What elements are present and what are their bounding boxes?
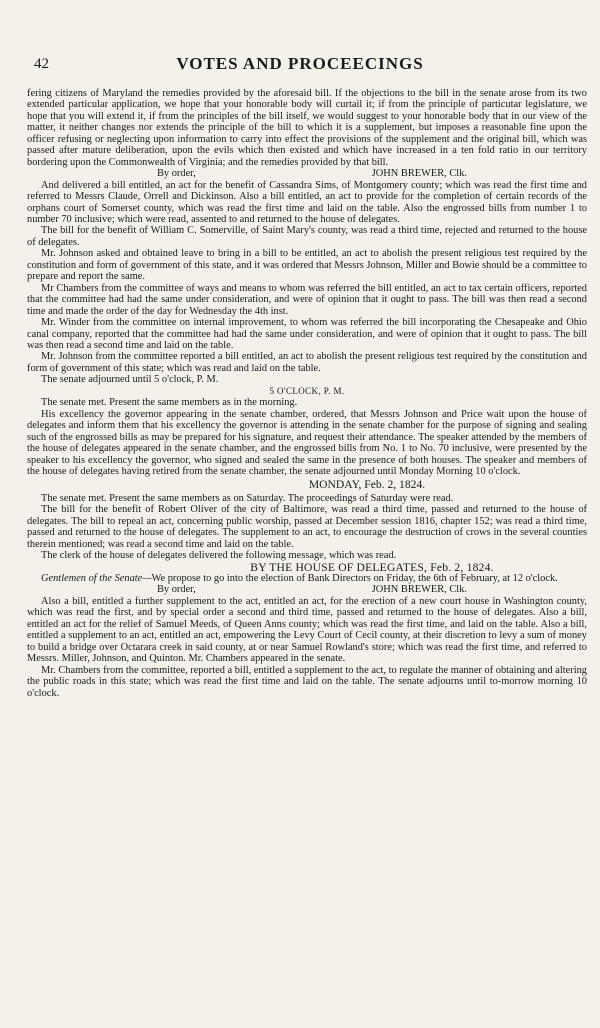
paragraph: Mr. Winder from the committee on internal improvement, to whom was referred the bill incorporating the Chesapeake and Ohio canal company, reported that the committee had had the same under consideration, and were of opinion that it ought to pass. The bill was then read a second time and laid on the table. — [27, 317, 587, 351]
signature-block — [27, 168, 587, 179]
paragraph: Mr. Chambers from the committee, reported a bill, entitled a supplement to the act, to regulate the manner of obtaining and altering the public roads in this state; which was read the first time and laid on the table. The senate adjourns until to-morrow morning 10 o'clock. — [27, 664, 587, 699]
by-order-label: By order, — [157, 168, 196, 180]
message-body: We propose to go into the election of Bank Directors on Friday, the 6th of February, at 12 o'clock. — [151, 573, 558, 585]
running-title: VOTES AND PROCEECINGS — [176, 54, 424, 73]
by-order-label: By order, — [157, 584, 196, 596]
message-paragraph — [27, 573, 587, 584]
paragraph: The bill for the benefit of Robert Oliver of the city of Baltimore, was read a third time, passed and returned to the house of delegates. The bill to repeal an act, concerning public worship, passed at December session 1816, chapter 152; was read a third time, passed and returned to the house of delegates. The supplement to an act, to encourage the destruction of crows in the several counties therein mentioned; was read a second time and laid on the table. — [27, 504, 587, 550]
house-message-heading: BY THE HOUSE OF DELEGATES, Feb. 2, 1824. — [250, 560, 494, 574]
paragraph: The senate met. Present the same members as in the morning. — [41, 397, 298, 409]
body-text — [27, 88, 587, 699]
paragraph: And delivered a bill entitled, an act for the benefit of Cassandra Sims, of Montgomery county; which was read the first time and referred to Messrs Claude, Orrell and Dickinson. Also a bill entitled, an act to provide for the completion of certain records of the orphans court of Somerset county, which was read the first time and laid on the table. Also the engrossed bills from number 1 to number 70 inclusive; which were read, assented to and returned to the house of delegates. — [27, 179, 587, 225]
page-number: 42 — [34, 56, 49, 72]
date-heading: MONDAY, Feb. 2, 1824. — [308, 478, 426, 492]
paragraph: Mr. Johnson asked and obtained leave to bring in a bill to be entitled, an act to abolish the present religious test required by the constitution and form of government of this state, and it was ordered that Messrs Johnson, Miller and Bowie should be a committee to prepare and report the same. — [27, 248, 587, 283]
paragraph: Also a bill, entitled a further supplement to the act, entitled an act, for the erection of a new court house in Washington county, which was read the first, and by special order a second and third time, passed and returned to the house of delegates. Also a bill, entitled an act for the relief of Samuel Meeds, of Queen Anns county; which was read the first time, and laid on the table. Also a bill, entitled a supplement to an act, entitled an act, empowering the Levy Court of Cecil county, at their discretion to levy a sum of money to build a bridge over Octarara creek in said county, at or near Samuel Rowland's store; which was read the first time, and referred to Messrs. Miller, Johnson, and Quinton. Mr. Chambers appeared in the senate. — [27, 595, 587, 665]
paragraph: The clerk of the house of delegates delivered the following message, which was read. — [41, 550, 397, 562]
paragraph-continuation: fering citizens of Maryland the remedies provided by the aforesaid bill. If the objections to the bill in the senate arose from its two extended particular application, we hope that your honorable body will curtail it; if from the principle of particutar legislature, we hope that you will extend it, if from the principles of the bill itself, we would suggest to your honorable body that in our view of the matter, it neither changes nor extends the principle of the bill to which it is a supplement, but imposes a reasonable fine upon the officer refusing or neglecting upon information to carry into effect the provisions of the supplement and the original bill, which was passed after mature deliberation, upon the evils which then existed and which have increased in a ten fold ratio in our territory bordering upon the Commonwealth of Virginia; and the remedies provided by that bill. — [27, 88, 587, 168]
paragraph: His excellency the governor appearing in the senate chamber, ordered, that Messrs Johnson and Price wait upon the house of delegates and inform them that his excellency the governor is attending in the senate chamber for the purpose of signing and sealing such of the engrossed bills as may be prepared for his signature, and request their attendance. The speaker attended by the members of the house of delegates appeared in the senate chamber, and the engrossed bills from No. 1 to No. 70 inclusive, were presented by the speaker to his excellency the governor, who signed and sealed the same in the presence of both houses. The speaker and members of the house of delegates having retired from the senate chamber, the senate adjourned until Monday Morning 10 o'clock. — [27, 408, 587, 477]
session-time-heading: 5 O'CLOCK, P. M. — [269, 385, 345, 396]
paragraph: The bill for the benefit of William C. Somerville, of Saint Mary's county, was read a third time, rejected and returned to the house of delegates. — [27, 225, 587, 248]
clerk-signature: JOHN BREWER, Clk. — [371, 168, 467, 180]
paragraph: Mr. Johnson from the committee reported a bill entitled, an act to abolish the present religious test required by the constitution and form of government of this state; which was read and laid on the table. — [27, 351, 587, 374]
message-salutation: Gentlemen of the Senate— — [41, 573, 152, 585]
paragraph: The senate met. Present the same members as on Saturday. The proceedings of Saturday were read. — [41, 492, 454, 504]
paragraph: The senate adjourned until 5 o'clock, P. M. — [41, 374, 219, 386]
clerk-signature: JOHN BREWER, Clk. — [371, 584, 467, 596]
signature-block — [27, 584, 587, 595]
paragraph: Mr Chambers from the committee of ways and means to whom was referred the bill entitled, an act to tax certain officers, reported that the committee had had the same under consideration, and were of opinion that it ought to pass. The bill was then read a second time and made the order of the day for Wednesday the 4th inst. — [27, 282, 587, 317]
